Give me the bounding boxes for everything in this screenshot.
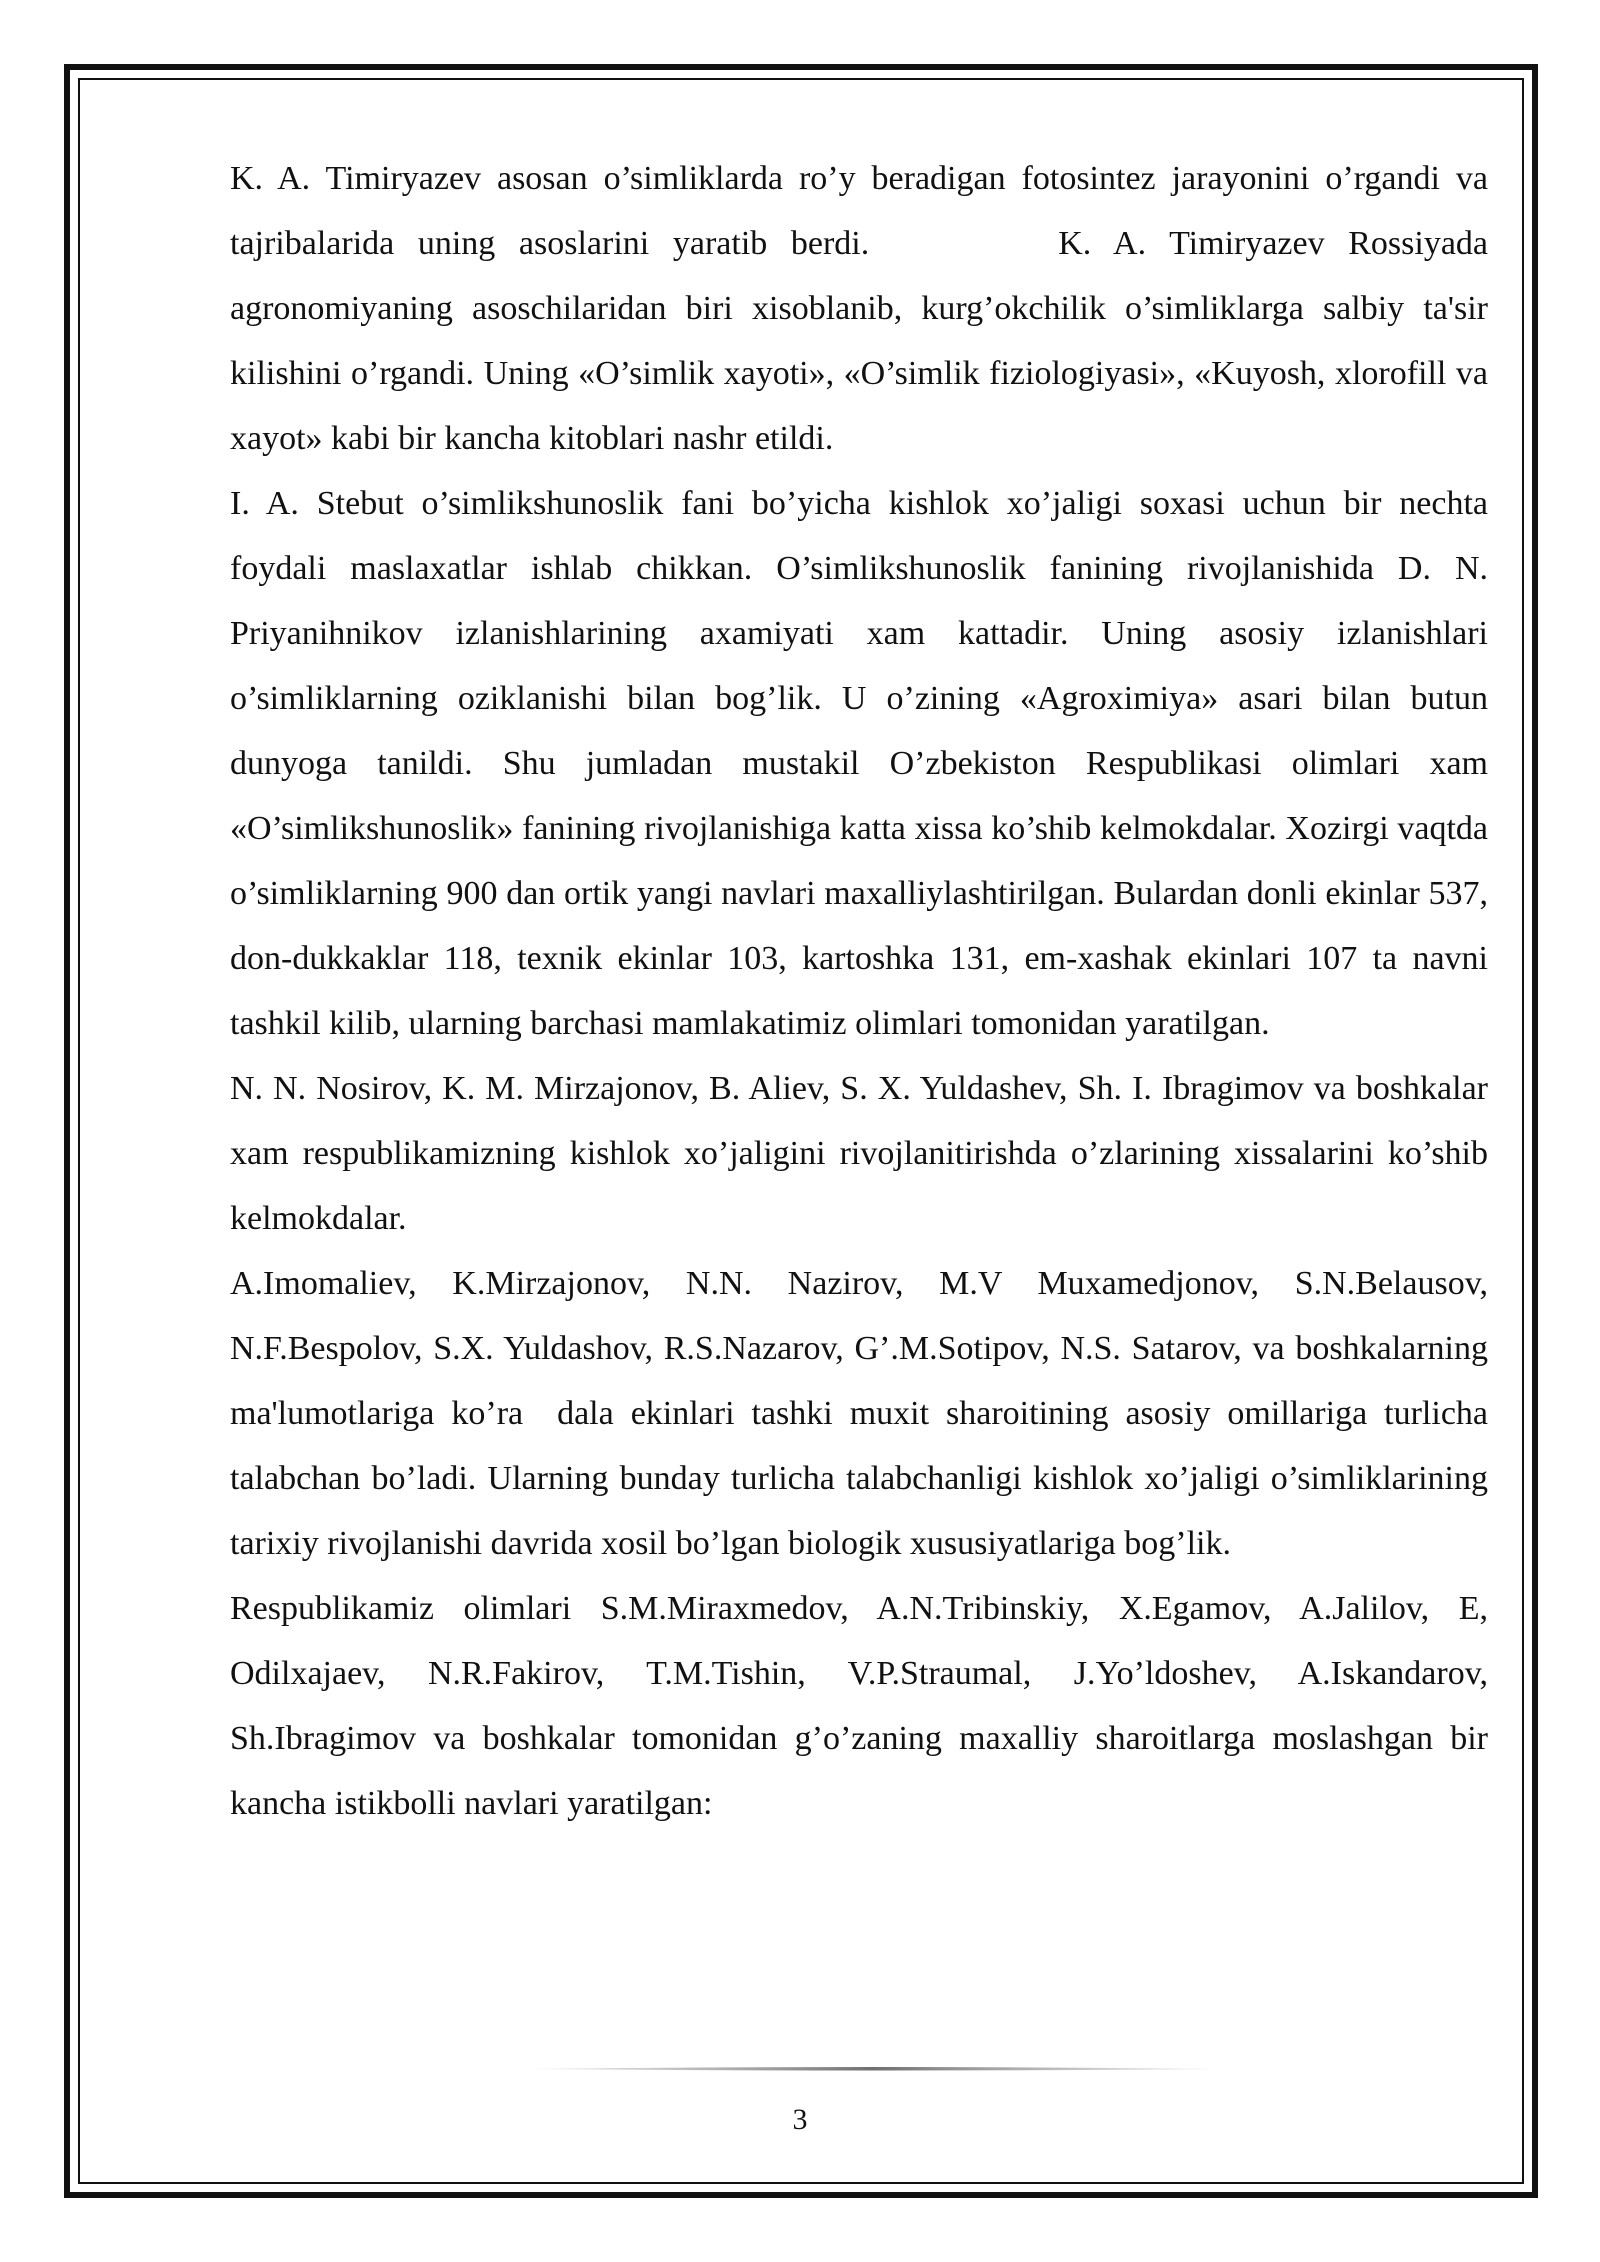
paragraph-stebut: I. A. Stebut o’simlikshunoslik fani bo’yicha kishlok xo’jaligi soxasi uchun bir nechta foydali maslaxatlar ishlab chikkan. O’simlikshunoslik fanining rivojlanishida D. N. Priyanihnikov izlanishlarining axamiyati xam kattadir. Uning asosiy izlanishlari o’simliklarning oziklanishi bilan bog’lik. U o’zining «Agroximiya» asari bilan butun dunyoga tanildi. Shu jumladan mustakil O’zbekiston Respublikasi olimlari xam «O’simlikshunoslik» fanining rivojlanishiga katta xissa ko’shib kelmokdalar. Xozirgi vaqtda o’simliklarning 900 dan ortik yangi navlari maxalliylashtirilgan. Bulardan donli ekinlar 537, don-dukkaklar 118, texnik ekinlar 103, kartoshka 131, em-xashak ekinlari 107 ta navni tashkil kilib, ularning barchasi mamlakatimiz olimlari tomonidan yaratilgan. <box>230 485 1488 1042</box>
page-number: 3 <box>792 2103 808 2136</box>
paragraph-imomaliev: A.Imomaliev, K.Mirzajonov, N.N. Nazirov, M.V Muxamedjonov, S.N.Belausov, N.F.Bespolov, S.X. Yuldashov, R.S.Nazarov, G’.M.Sotipov, N.S. Satarov, va boshkalarning ma'lumotlariga ko’ra dala ekinlari tashki muxit sharoitining asosiy omillariga turlicha talabchan bo’ladi. Ularning bunday turlicha talabchanligi kishlok xo’jaligi o’simliklarining tarixiy rivojlanishi davrida xosil bo’lgan biologik xususiyatlariga bog’lik. <box>230 1265 1488 1562</box>
footer-divider <box>526 2066 1220 2072</box>
paragraph-respublikamiz: Respublikamiz olimlari S.M.Miraxmedov, A.N.Tribinskiy, X.Egamov, A.Jalilov, E, Odilxajaev, N.R.Fakirov, T.M.Tishin, V.P.Straumal, J.Yo’ldoshev, A.Iskandarov, Sh.Ibragimov va boshkalar tomonidan g’o’zaning maxalliy sharoitlarga moslashgan bir kancha istikbolli navlari yaratilgan: <box>230 1590 1488 1822</box>
paragraph-timiryazev: K. A. Timiryazev asosan o’simliklarda ro’y beradigan fotosintez jarayonini o’rgandi va tajribalarida uning asoslarini yaratib berdi. K. A. Timiryazev Rossiyada agronomiyaning asoschilaridan biri xisoblanib, kurg’okchilik o’simliklarga salbiy ta'sir kilishini o’rgandi. Uning «O’simlik xayoti», «O’simlik fiziologiyasi», «Kuyosh, xlorofill va xayot» kabi bir kancha kitoblari nashr etildi. <box>230 160 1488 457</box>
page-body <box>230 146 1488 1836</box>
paragraph-nosirov: N. N. Nosirov, K. M. Mirzajonov, B. Aliev, S. X. Yuldashev, Sh. I. Ibragimov va boshkalar xam respublikamizning kishlok xo’jaligini rivojlanitirishda o’zlarining xissalarini ko’shib kelmokdalar. <box>230 1070 1488 1237</box>
